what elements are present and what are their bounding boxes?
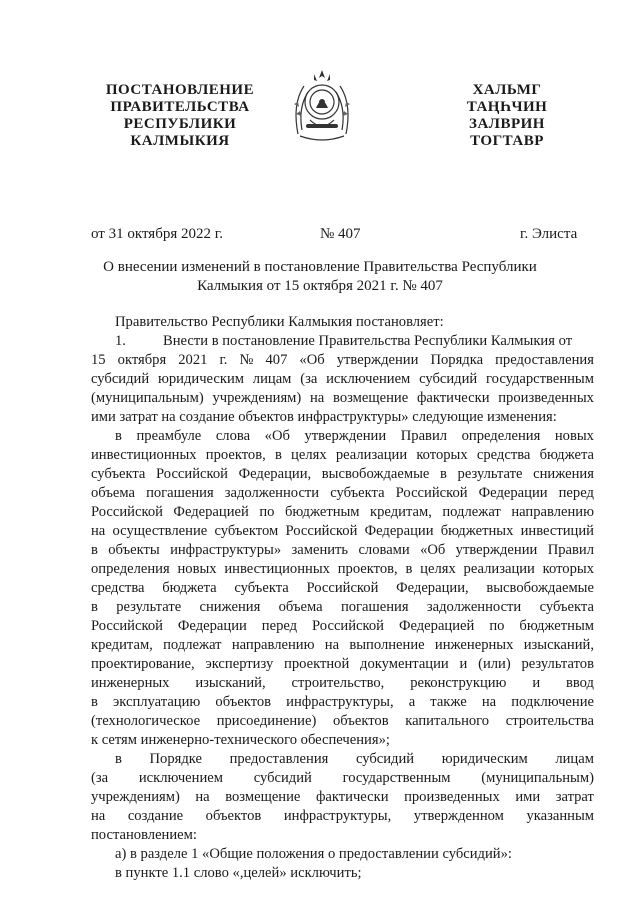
word: бюджетным <box>519 618 594 634</box>
body-line <box>91 370 594 389</box>
body-line <box>91 427 594 446</box>
word: объема <box>91 485 135 501</box>
body-line <box>91 693 594 712</box>
word: подлежат <box>442 504 501 520</box>
word: высвобождаемые <box>321 466 430 482</box>
word: инженерных <box>91 675 170 691</box>
word: утверждении <box>455 542 538 558</box>
header-right-line-1: ХАЛЬМГ <box>472 82 542 98</box>
word: Федерацией <box>398 618 475 634</box>
word: результатов <box>521 656 594 672</box>
word: средства <box>476 447 531 463</box>
word: Правил <box>400 428 448 444</box>
word: проектирование, <box>91 656 195 672</box>
word: на <box>324 637 340 653</box>
word: Порядке <box>149 751 202 767</box>
header-left-line-2: ПРАВИТЕЛЬСТВА <box>110 99 250 115</box>
document-city: г. Элиста <box>520 226 578 242</box>
word: в <box>115 428 122 444</box>
word: в <box>91 599 98 615</box>
header-right-block <box>452 82 562 150</box>
word: (за <box>91 770 109 786</box>
coat-of-arms-emblem <box>288 64 356 142</box>
word: реконструкцию <box>410 675 507 691</box>
word: утверждении <box>336 352 419 368</box>
document-body <box>91 313 594 883</box>
word: бюджета <box>539 447 594 463</box>
body-line <box>91 541 594 560</box>
word: инфраструктуры, <box>286 694 394 710</box>
word: Федерации, <box>238 466 312 482</box>
word: присоединение) <box>216 713 317 729</box>
word: на <box>91 523 106 539</box>
word: 15 <box>91 352 106 368</box>
word: субъекта <box>539 599 594 615</box>
header-left-block <box>100 82 260 150</box>
word: учреждениям) <box>91 789 180 805</box>
word: инфраструктуры, <box>283 808 392 824</box>
word: Федерации <box>177 618 247 634</box>
body-line <box>91 750 594 769</box>
word: задолженности <box>224 485 320 501</box>
word: направлению <box>231 637 315 653</box>
word: фактически <box>315 789 389 805</box>
word: Российской <box>285 523 358 539</box>
word: экспертизу <box>205 656 274 672</box>
header-right-line-2: ТАҢҺЧИН <box>466 99 548 115</box>
paragraph-1-number: 1. <box>115 333 126 349</box>
word: реализации <box>335 447 408 463</box>
word: лицам <box>252 371 292 387</box>
word: осуществление <box>112 523 208 539</box>
word: строительства <box>505 713 594 729</box>
word: по <box>259 504 275 520</box>
word: инвестиций <box>520 523 594 539</box>
word: также <box>430 694 467 710</box>
word: инвестиционных <box>224 561 330 577</box>
word: реализации <box>463 561 535 577</box>
body-line <box>91 465 594 484</box>
word: подключение <box>511 694 594 710</box>
word: Российской <box>312 618 384 634</box>
body-line <box>91 636 594 655</box>
word: субсидий <box>355 751 415 767</box>
word: новых <box>554 428 594 444</box>
word: высвобождаемые <box>486 580 594 596</box>
word: в <box>115 751 122 767</box>
body-line <box>91 769 594 788</box>
body-line <box>91 579 594 598</box>
word: выполнение <box>349 637 425 653</box>
word: кредитам, <box>91 637 153 653</box>
word: проектов, <box>205 447 266 463</box>
body-line <box>91 655 594 674</box>
word: на <box>481 694 497 710</box>
word: погашения <box>340 599 409 615</box>
document-date: от 31 октября 2022 г. <box>91 226 223 242</box>
header-left-line-3: РЕСПУБЛИКИ <box>123 116 237 132</box>
word: № <box>239 352 254 368</box>
body-line: постановлением: <box>91 827 197 843</box>
body-line: ими затрат на создание объектов инфраструктуры» следующие изменения: <box>91 409 557 425</box>
word: проектов, <box>337 561 398 577</box>
word: по <box>489 618 505 634</box>
word: объекты <box>108 542 160 558</box>
word: целях <box>291 447 327 463</box>
word: инженерных <box>434 637 514 653</box>
word: и <box>532 675 541 691</box>
title-line-1: О внесении изменений в постановление Правительства Республики <box>103 259 537 275</box>
word: Федерации <box>364 523 434 539</box>
word: учреждениям) <box>212 390 302 406</box>
word: слова <box>215 428 251 444</box>
word: объектов <box>215 694 272 710</box>
body-line <box>91 484 594 503</box>
word: заменить <box>291 542 349 558</box>
word: проектной <box>284 656 350 672</box>
word: погашения <box>146 485 214 501</box>
word: произведенных <box>498 390 594 406</box>
word: (или) <box>478 656 511 672</box>
word: утвержденном <box>413 808 504 824</box>
word: бюджетным <box>284 504 360 520</box>
paragraph-1-text: Внести в постановление Правительства Республики Калмыкия от <box>163 333 573 349</box>
body-line <box>91 617 594 636</box>
word: Федерации, <box>396 580 469 596</box>
word: возмещение <box>225 789 301 805</box>
word: Федерации <box>478 485 548 501</box>
word: бюджетных <box>440 523 514 539</box>
word: перед <box>558 485 594 501</box>
document-number: № 407 <box>320 226 361 242</box>
word: (технологическое <box>91 713 201 729</box>
word: субъекта <box>234 580 289 596</box>
word: инвестиционных <box>91 447 197 463</box>
word: объектов <box>205 808 262 824</box>
word: в <box>91 542 98 558</box>
word: лицам <box>555 751 594 767</box>
word: юридическим <box>441 751 528 767</box>
body-line <box>91 712 594 731</box>
word: результате <box>116 599 182 615</box>
word: «Об <box>420 542 446 558</box>
body-line <box>91 807 594 826</box>
word: инфраструктуры» <box>170 542 282 558</box>
word: средства <box>91 580 145 596</box>
word: г. <box>219 352 228 368</box>
body-line: в пункте 1.1 слово «,целей» исключить; <box>115 865 362 881</box>
word: в <box>274 447 282 463</box>
word: фактически <box>416 390 490 406</box>
word: 2021 <box>178 352 208 368</box>
word: субсидий <box>419 371 478 387</box>
word: предоставления <box>495 352 594 368</box>
word: октября <box>117 352 167 368</box>
word: субсидий <box>253 770 312 786</box>
word: преамбуле <box>136 428 202 444</box>
word: эксплуатацию <box>113 694 201 710</box>
word: на <box>91 808 106 824</box>
word: которых <box>542 561 594 577</box>
header-left-line-1: ПОСТАНОВЛЕНИЕ <box>105 82 255 98</box>
word: в <box>405 561 413 577</box>
word: а <box>408 694 416 710</box>
word: Российской <box>395 485 468 501</box>
word: ввод <box>566 675 594 691</box>
word: Российской <box>91 504 163 520</box>
word: (за <box>300 371 318 387</box>
body-line <box>91 788 594 807</box>
word: субъекта <box>91 466 146 482</box>
word: направлению <box>511 504 594 520</box>
word: Российской <box>306 580 379 596</box>
word: определения <box>91 561 170 577</box>
word: в <box>91 694 98 710</box>
word: Порядка <box>430 352 484 368</box>
word: объема <box>278 599 323 615</box>
word: целях <box>420 561 456 577</box>
body-line <box>91 674 594 693</box>
word: государственным <box>342 770 451 786</box>
word: Федерацией <box>173 504 249 520</box>
word: изысканий, <box>523 637 594 653</box>
word: капитального <box>405 713 490 729</box>
word: объектов <box>332 713 389 729</box>
word: кредитам, <box>370 504 432 520</box>
word: перед <box>261 618 298 634</box>
word: предоставления <box>229 751 329 767</box>
word: создание <box>127 808 184 824</box>
header-left-line-4: КАЛМЫКИЯ <box>130 133 230 149</box>
body-intro: Правительство Республики Калмыкия постановляет: <box>115 314 444 330</box>
body-line <box>91 446 594 465</box>
word: юридическим <box>157 371 244 387</box>
word: указанным <box>526 808 594 824</box>
word: субсидий <box>91 371 150 387</box>
word: результате <box>457 466 523 482</box>
word: (муниципальным) <box>91 390 204 406</box>
word: произведенных <box>404 789 500 805</box>
body-line <box>91 522 594 541</box>
word: которых <box>416 447 468 463</box>
word: изысканий, <box>195 675 266 691</box>
word: и <box>459 656 468 672</box>
word: снижения <box>199 599 261 615</box>
paragraph-1-first-line <box>91 332 594 351</box>
word: 407 <box>265 352 288 368</box>
body-line <box>91 503 594 522</box>
word: Российской <box>91 618 163 634</box>
word: утверждении <box>304 428 387 444</box>
word: подлежат <box>163 637 222 653</box>
body-line: а) в разделе 1 «Общие положения о предоставлении субсидий»: <box>115 846 512 862</box>
word: «Об <box>299 352 325 368</box>
word: на <box>195 789 210 805</box>
body-line: к сетям инженерно-технического обеспечения»; <box>91 732 390 748</box>
word: Российской <box>156 466 228 482</box>
word: государственным <box>486 371 594 387</box>
header-right-line-4: ТОГТАВР <box>470 133 544 149</box>
word: субъектом <box>214 523 279 539</box>
header-right-line-3: ЗАЛВРИН <box>469 116 545 132</box>
word: задолженности <box>426 599 522 615</box>
word: строительство, <box>291 675 385 691</box>
title-line-2: Калмыкия от 15 октября 2021 г. № 407 <box>197 278 443 294</box>
word: возмещение <box>333 390 409 406</box>
body-line <box>91 560 594 579</box>
word: ими <box>515 789 541 805</box>
word: (муниципальным) <box>481 770 594 786</box>
word: исключением <box>326 371 411 387</box>
word: в <box>440 466 447 482</box>
word: субъекта <box>330 485 385 501</box>
body-line <box>91 389 594 408</box>
word: документации <box>360 656 449 672</box>
word: новых <box>177 561 217 577</box>
document-title <box>80 258 560 296</box>
word: затрат <box>555 789 594 805</box>
word: словами <box>358 542 410 558</box>
word: Правил <box>547 542 594 558</box>
word: исключением <box>138 770 223 786</box>
body-line <box>91 351 594 370</box>
word: на <box>310 390 325 406</box>
body-line <box>91 598 594 617</box>
word: «Об <box>264 428 290 444</box>
word: бюджета <box>162 580 217 596</box>
word: определения <box>461 428 541 444</box>
word: снижения <box>533 466 594 482</box>
